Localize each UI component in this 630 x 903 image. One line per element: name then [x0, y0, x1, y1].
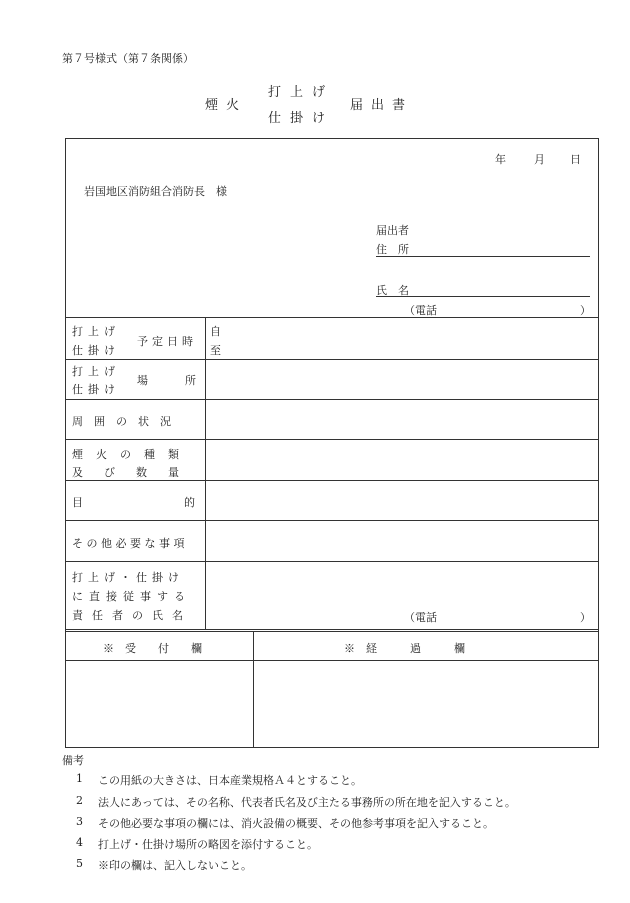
schedule-label-setpiece: 仕掛け — [72, 344, 120, 357]
purpose-label-left: 目 — [72, 496, 83, 509]
address-label: 住 所 — [376, 243, 409, 256]
progress-header: ※ 経 過 欄 — [344, 642, 465, 655]
reception-header: ※ 受 付 欄 — [103, 642, 202, 655]
note-text: ※印の欄は、記入しないこと。 — [98, 859, 252, 872]
note-num: 3 — [76, 815, 83, 828]
purpose-label-right: 的 — [184, 496, 195, 509]
responsible-label-3: 責任者の氏名 — [72, 609, 192, 622]
divider-surroundings — [65, 439, 599, 440]
divider-other — [65, 561, 599, 562]
note-num: 4 — [76, 836, 83, 849]
name-label: 氏 名 — [376, 284, 409, 297]
note-text: 打上げ・仕掛け場所の略図を添付すること。 — [98, 838, 318, 851]
title-setpiece: 仕掛け — [268, 111, 335, 126]
notes-heading: 備考 — [62, 754, 84, 767]
note-text: 法人にあっては、その名称、代表者氏名及び主たる事務所の所在地を記入すること。 — [98, 796, 516, 809]
divider-schedule — [65, 359, 599, 360]
divider-place — [65, 399, 599, 400]
date-day: 日 — [570, 153, 581, 166]
note-text: その他必要な事項の欄には、消火設備の概要、その他参考事項を記入すること。 — [98, 817, 494, 830]
reception-divider — [253, 631, 254, 748]
note-num: 5 — [76, 857, 83, 870]
form-number: 第７号様式（第７条関係） — [62, 52, 194, 65]
place-label-setpiece: 仕掛け — [72, 383, 120, 396]
fireworks-kind-label: 煙火の種類 — [72, 448, 192, 461]
column-divider — [205, 317, 206, 629]
name-field[interactable] — [376, 296, 590, 297]
responsible-phone-open: （電話 — [404, 611, 437, 624]
note-num: 2 — [76, 794, 83, 807]
schedule-label-datetime: 予定日時 — [137, 335, 197, 348]
applicant-label: 届出者 — [376, 224, 409, 237]
divider-purpose — [65, 520, 599, 521]
schedule-to: 至 — [210, 344, 221, 357]
schedule-label-launch: 打上げ — [72, 325, 120, 338]
place-label-launch: 打上げ — [72, 365, 120, 378]
addressee: 岩国地区消防組合消防長 様 — [84, 185, 227, 198]
date-month: 月 — [534, 153, 545, 166]
divider-fireworks — [65, 480, 599, 481]
surroundings-label: 周囲の状況 — [72, 415, 182, 428]
schedule-from: 自 — [210, 325, 221, 338]
title-launch: 打上げ — [268, 85, 335, 100]
divider-responsible — [65, 629, 599, 630]
place-label: 場 所 — [137, 374, 201, 387]
other-matters-label: その他必要な事項 — [72, 537, 188, 550]
date-year: 年 — [495, 153, 506, 166]
title-fireworks: 煙火 — [205, 98, 248, 113]
divider-header — [65, 317, 599, 318]
form-frame — [65, 138, 599, 748]
phone-close: ） — [580, 304, 591, 317]
title-notification: 届出書 — [350, 98, 414, 113]
address-field[interactable] — [376, 256, 590, 257]
responsible-phone-close: ） — [580, 611, 591, 624]
responsible-label-1: 打上げ・仕掛け — [72, 571, 184, 584]
divider-reception-header — [65, 660, 599, 661]
fireworks-quantity-label: 及び数量 — [72, 466, 200, 479]
note-text: この用紙の大きさは、日本産業規格Ａ４とすること。 — [98, 774, 362, 787]
note-num: 1 — [76, 772, 83, 785]
divider-responsible-double — [65, 631, 599, 632]
responsible-label-2: に直接従事する — [72, 590, 191, 603]
phone-open: （電話 — [404, 304, 437, 317]
